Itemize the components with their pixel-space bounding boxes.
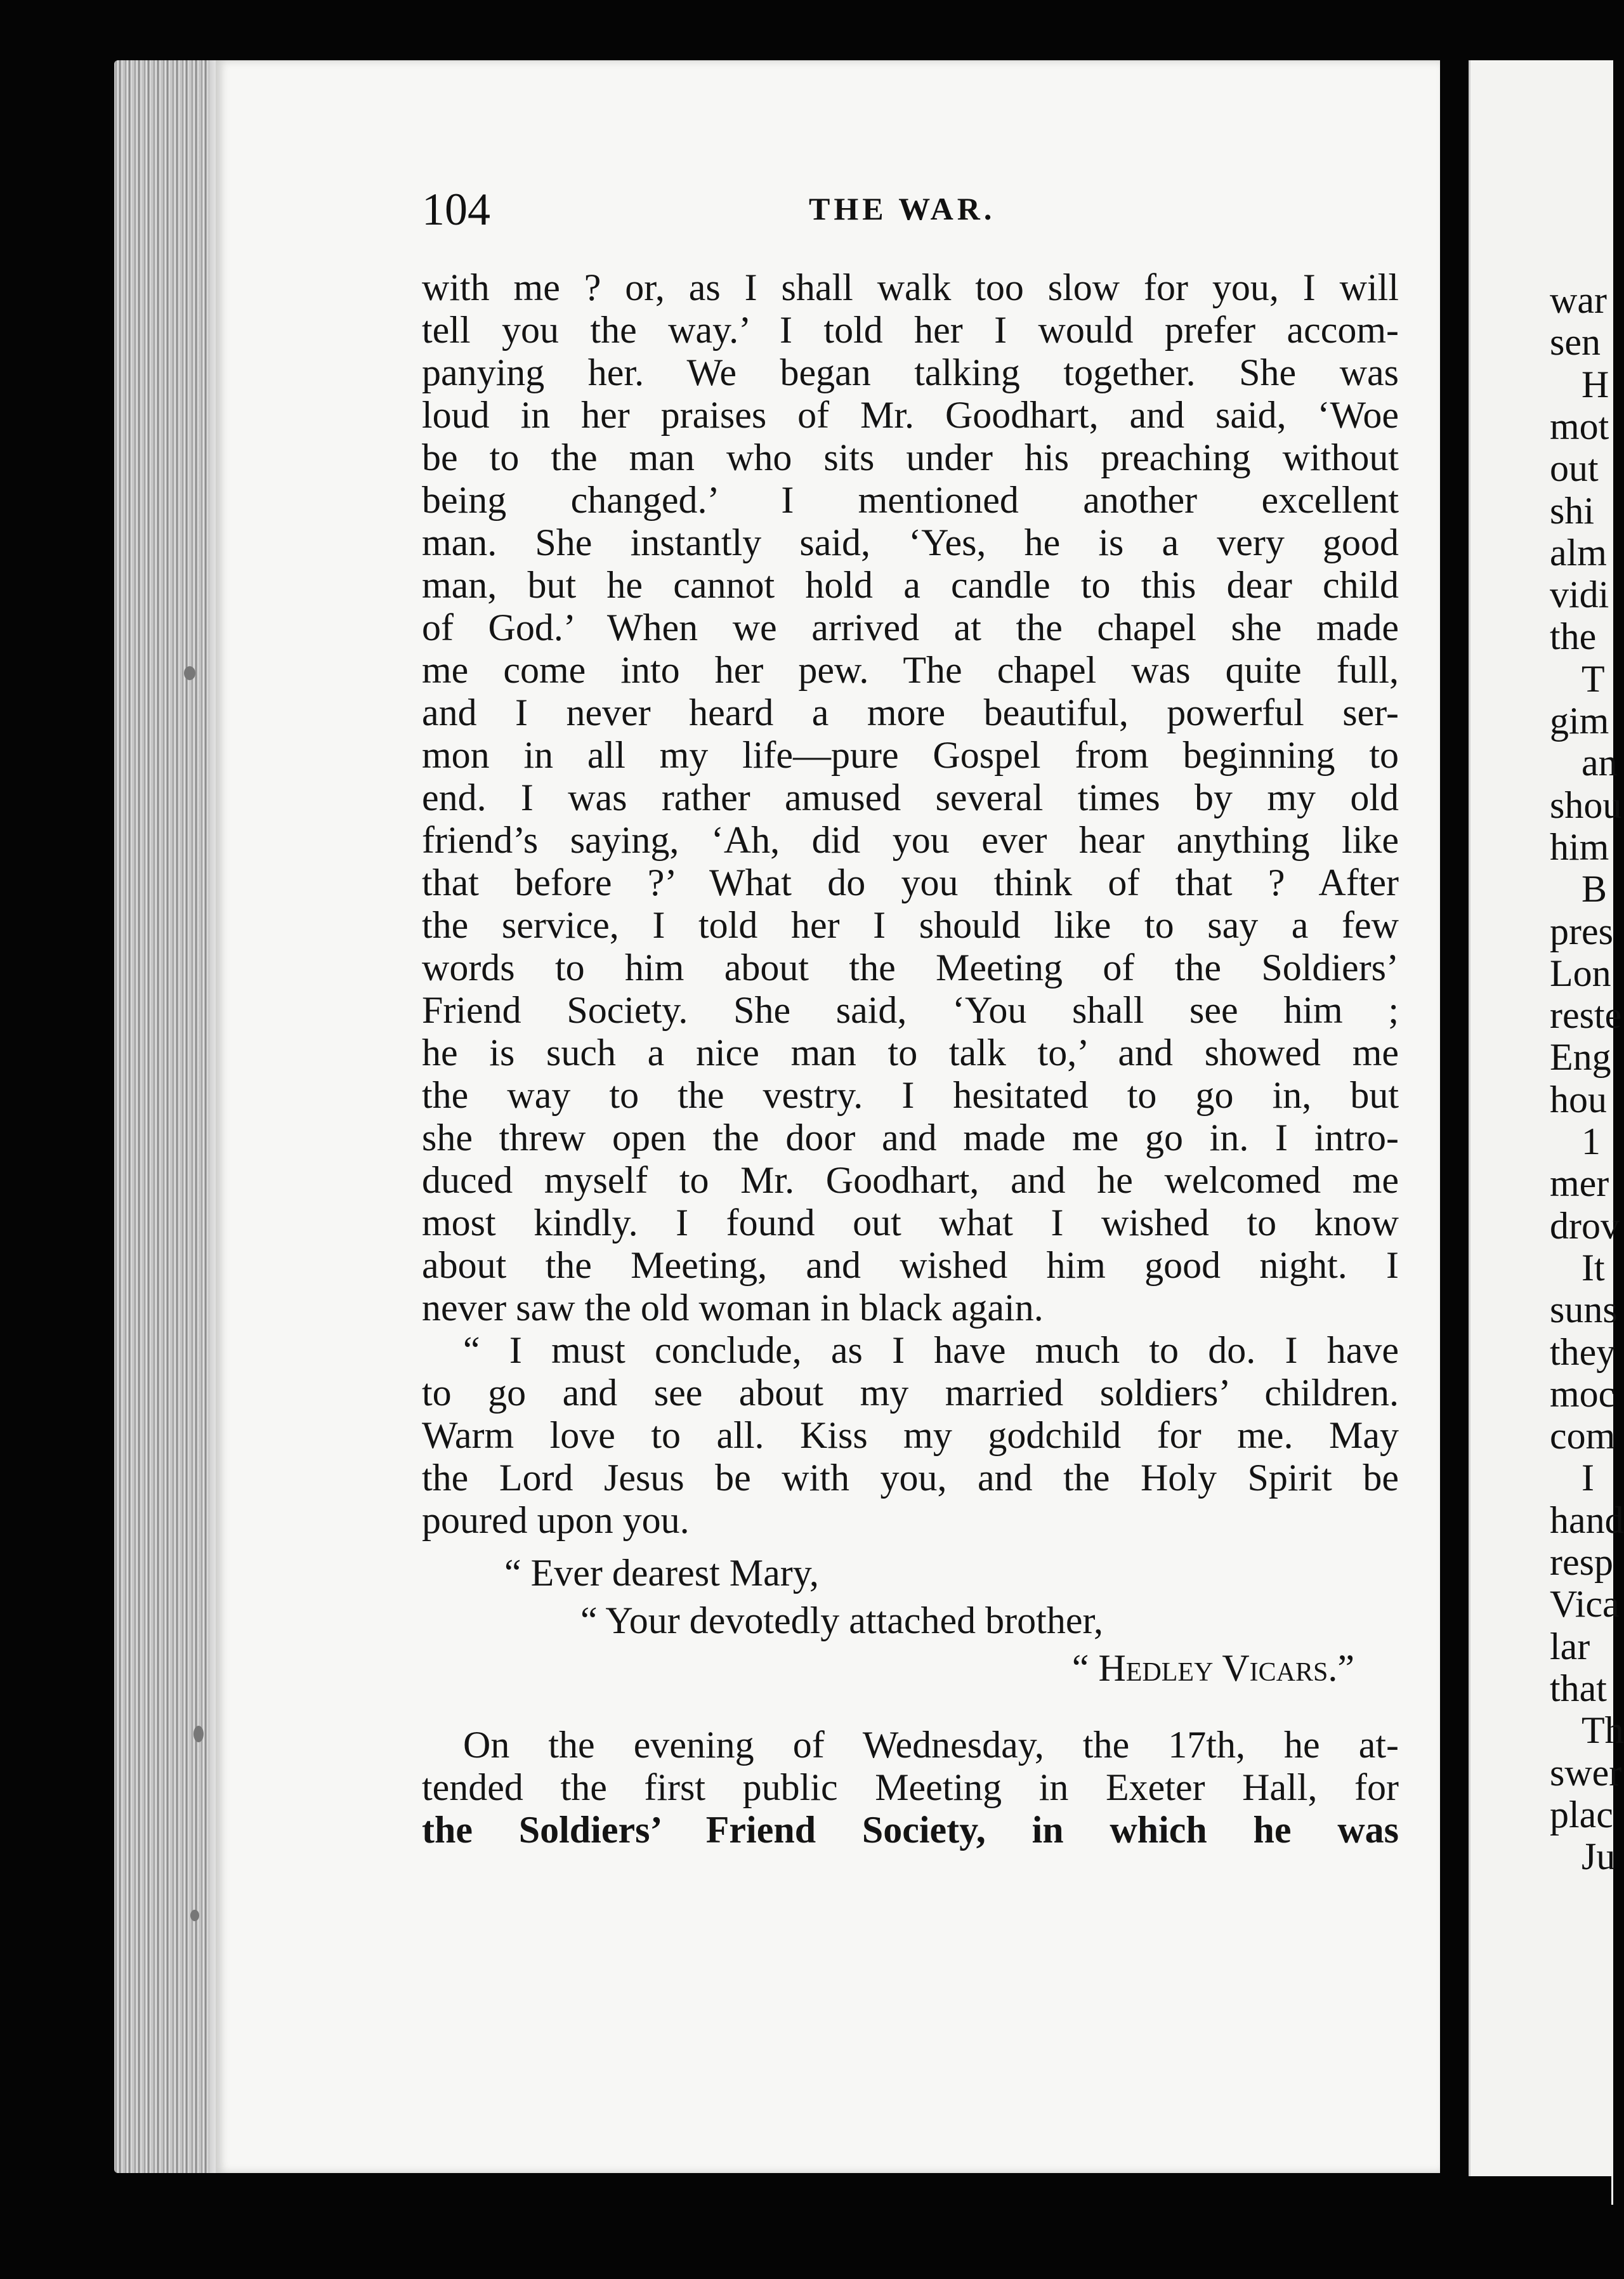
text-line: with me ? or, as I shall walk too slow for you, I will [422,266,1399,308]
text-line: be to the man who sits under his preaching without [422,437,1399,478]
text-line: most kindly. I found out what I wished to know [422,1202,1399,1244]
right-page-text-fragment: the [1550,615,1597,658]
scan-border-bottom [0,2176,1611,2279]
right-page-text-fragment: It [1581,1246,1605,1289]
text-line: poured upon you. [422,1499,690,1541]
text-line: Friend Society. She said, ‘You shall see him ; [422,989,1399,1031]
right-page-text-fragment: reste [1550,994,1622,1037]
text-line: and I never heard a more beautiful, powerful ser- [422,692,1399,733]
right-page-text-fragment: mot [1550,405,1609,447]
right-page-text-fragment: Ju [1581,1836,1616,1878]
text-line: tended the first public Meeting in Exeter Hall, for [422,1766,1399,1808]
right-page-text-fragment: T [1581,657,1605,700]
text-line: about the Meeting, and wished him good night. I [422,1244,1399,1286]
right-page-text-fragment: alm [1550,531,1607,574]
right-page-text-fragment: swer [1550,1751,1622,1794]
paragraph-1 [422,266,1399,1329]
page-body [422,266,1399,1851]
right-page-text-fragment: H [1581,363,1609,405]
text-line: being changed.’ I mentioned another excellent [422,479,1399,521]
right-page-text-fragment: drov [1550,1204,1620,1247]
text-line: “ I must conclude, as I have much to do. I have [463,1329,1399,1371]
paragraph-gap [422,1692,1399,1724]
text-line: of God.’ When we arrived at the chapel she made [422,607,1399,648]
right-page-text-fragment: com [1550,1415,1616,1457]
text-line: panying her. We began talking together. She was [422,351,1399,393]
valediction: “ Your devotedly attached brother, [580,1599,1104,1641]
right-page-fragment [1469,60,1624,2205]
letter-closing [422,1549,1399,1692]
right-page-text-fragment: sen [1550,321,1601,364]
text-line: she threw open the door and made me go in. I intro- [422,1117,1399,1159]
right-page-text-fragment: moc [1550,1372,1616,1415]
ink-smudge [190,1910,199,1921]
text-line: the Lord Jesus be with you, and the Holy Spirit be [422,1457,1399,1499]
right-page-text-fragment: hand [1550,1499,1624,1541]
page-edges [114,60,222,2173]
right-page-text-fragment: plac [1550,1793,1613,1836]
text-line: end. I was rather amused several times by my old [422,777,1399,818]
right-page-text-fragment: gim [1550,700,1609,742]
right-page-text-fragment: resp [1550,1541,1613,1583]
right-page-text-fragment: out [1550,447,1599,490]
text-line: the Soldiers’ Friend Society, in which he was [422,1809,1399,1851]
right-page-text-fragment: pres [1550,910,1613,952]
right-page-text-fragment: 1 [1581,1120,1601,1162]
page-header [422,184,1399,235]
running-head: THE WAR. [809,191,996,227]
right-page-text-fragment: Eng [1550,1036,1611,1079]
text-line: mon in all my life—pure Gospel from beginning to [422,734,1399,776]
text-line: friend’s saying, ‘Ah, did you ever hear anything like [422,819,1399,861]
right-page-text-fragment: mer [1550,1162,1609,1205]
text-line: Warm love to all. Kiss my godchild for me. May [422,1414,1399,1456]
right-page-text-fragment: vidi [1550,574,1609,616]
right-page-text-fragment: shou [1550,784,1622,826]
right-page-text-fragment: B [1581,868,1608,910]
text-line: duced myself to Mr. Goodhart, and he welcomed me [422,1159,1399,1201]
salutation: “ Ever dearest Mary, [504,1552,819,1594]
ink-smudge [193,1726,204,1742]
text-line: to go and see about my married soldiers’ children. [422,1372,1399,1414]
text-line: On the evening of Wednesday, the 17th, he at- [463,1724,1399,1766]
text-line: man, but he cannot hold a candle to this dear child [422,564,1399,606]
right-page-text-fragment: Th [1581,1709,1624,1752]
text-line: man. She instantly said, ‘Yes, he is a very good [422,522,1399,563]
text-line: he is such a nice man to talk to,’ and showed me [422,1032,1399,1074]
text-line: that before ?’ What do you think of that ? After [422,862,1399,903]
text-line: tell you the way.’ I told her I would prefer accom- [422,309,1399,351]
right-page-text-fragment: Lon [1550,952,1611,994]
right-page-text-fragment: Vica [1550,1583,1620,1626]
text-line: me come into her pew. The chapel was quite full, [422,649,1399,691]
page-number: 104 [422,184,490,235]
text-line: the way to the vestry. I hesitated to go in, but [422,1074,1399,1116]
right-page-text-fragment: I [1581,1457,1594,1499]
right-page-text-fragment: lar [1550,1625,1590,1667]
right-page-text-fragment: an [1581,742,1618,784]
right-page-text-fragment: that [1550,1667,1607,1709]
right-page-text-fragment: suns [1550,1289,1618,1331]
right-page-text-fragment: shi [1550,489,1595,532]
paragraph-2 [422,1329,1399,1542]
right-page-text-fragment: war [1550,279,1607,321]
text-line: never saw the old woman in black again. [422,1287,1044,1329]
text-line: loud in her praises of Mr. Goodhart, and said, ‘Woe [422,394,1399,436]
signature: “ Hedley Vicars.” [1071,1647,1354,1689]
text-line: words to him about the Meeting of the Soldiers’ [422,947,1399,988]
ink-smudge [184,666,195,680]
paragraph-3 [422,1724,1399,1851]
right-page-text-fragment: they [1550,1330,1616,1373]
right-page-text-fragment: hou [1550,1078,1607,1120]
right-page-text-fragment: him [1550,825,1609,868]
text-line: the service, I told her I should like to say a few [422,904,1399,946]
